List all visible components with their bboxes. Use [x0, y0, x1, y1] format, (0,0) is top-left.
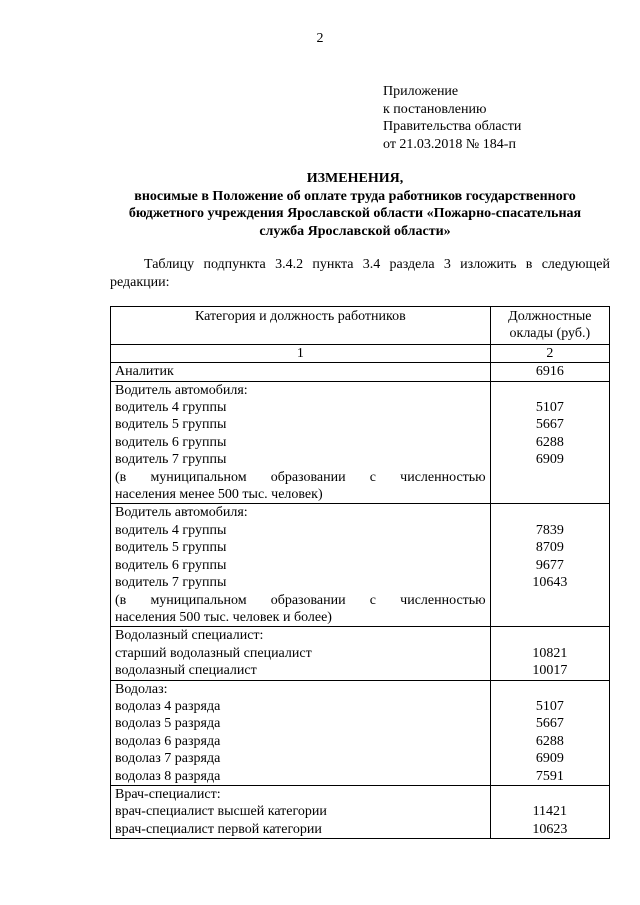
- heading-line: служба Ярославской области»: [259, 223, 451, 239]
- category-line: водитель 7 группы: [115, 452, 227, 468]
- salary-value: 6909: [535, 751, 564, 767]
- salary-value: 7839: [535, 522, 564, 538]
- category-cell: [111, 785, 491, 838]
- category-line: врач-специалист высшей категории: [115, 804, 327, 820]
- column-number: 1: [111, 344, 491, 362]
- column-number-row: [111, 344, 610, 362]
- salary-value: 5667: [535, 417, 564, 433]
- category-line: водитель 5 группы: [115, 417, 227, 433]
- salary-value: [495, 609, 605, 626]
- salary-value: 6288: [535, 434, 564, 450]
- salary-value: 5107: [535, 698, 564, 714]
- category-line: Водитель автомобиля:: [115, 505, 248, 521]
- category-line: Водитель автомобиля:: [115, 382, 248, 398]
- category-line: водолазный специалист: [115, 663, 257, 679]
- salary-value: 8709: [535, 540, 564, 556]
- salary-value: 10017: [532, 663, 568, 679]
- table-header-row: [111, 307, 610, 345]
- salary-value: 11421: [532, 804, 568, 820]
- category-cell: [111, 363, 491, 381]
- document-heading: [100, 170, 610, 240]
- table-row: [111, 785, 610, 838]
- salary-value: 6916: [535, 364, 564, 380]
- appendix-line: Приложение: [383, 84, 459, 99]
- category-line: водолаз 8 разряда: [115, 768, 221, 784]
- category-cell: [111, 680, 491, 785]
- category-cell: [111, 627, 491, 680]
- header-category: [111, 307, 491, 345]
- category-line: Врач-специалист:: [115, 786, 221, 802]
- salary-cell: [490, 627, 609, 680]
- header-salary: [490, 307, 609, 345]
- category-line: населения менее 500 тыс. человек): [115, 487, 323, 503]
- salary-value: 5107: [535, 400, 564, 416]
- salary-cell: [490, 680, 609, 785]
- appendix-line: Правительства области: [383, 119, 522, 134]
- appendix-line: к постановлению: [383, 101, 487, 117]
- salary-value: 6288: [535, 733, 564, 749]
- salary-cell: [490, 363, 609, 381]
- category-line: водитель 6 группы: [115, 557, 227, 573]
- salary-table: [110, 306, 610, 839]
- salary-value: 6909: [535, 452, 564, 468]
- category-line: водолаз 7 разряда: [115, 751, 221, 767]
- table-row: [111, 504, 610, 627]
- column-number: 2: [490, 344, 609, 362]
- category-line: водитель 4 группы: [115, 400, 227, 416]
- table-body: [111, 363, 610, 839]
- table-row: [111, 627, 610, 680]
- category-line: старший водолазный специалист: [115, 645, 312, 661]
- intro-paragraph: Таблицу подпункта 3.4.2 пункта 3.4 раздела 3 изложить в следующей редакции:: [110, 257, 610, 290]
- salary-cell: [490, 504, 609, 627]
- category-line: (в муниципальном образовании с численностью: [115, 592, 486, 608]
- heading-line: бюджетного учреждения Ярославской области «Пожарно-спасательная: [128, 206, 582, 221]
- salary-value: [495, 486, 605, 503]
- salary-value: 10821: [532, 645, 568, 661]
- heading-title: ИЗМЕНЕНИЯ,: [306, 171, 404, 186]
- salary-value: [495, 681, 605, 698]
- header-category-label: Категория и должность работников: [194, 309, 406, 324]
- salary-value: [495, 627, 605, 644]
- category-line: водолаз 6 разряда: [115, 733, 221, 749]
- category-line: населения 500 тыс. человек и более): [115, 609, 332, 625]
- category-line: водолаз 4 разряда: [115, 698, 221, 714]
- category-line: (в муниципальном образовании с численностью: [115, 469, 486, 485]
- header-salary-line: оклады (руб.): [509, 326, 591, 342]
- salary-value: 10643: [532, 575, 568, 591]
- category-line: Водолазный специалист:: [115, 628, 264, 644]
- table-row: [111, 680, 610, 785]
- salary-value: [495, 591, 605, 608]
- header-salary-line: Должностные: [508, 309, 592, 324]
- category-cell: [111, 381, 491, 504]
- category-line: водитель 6 группы: [115, 434, 227, 450]
- table-row: [111, 363, 610, 381]
- category-line: врач-специалист первой категории: [115, 821, 322, 837]
- category-cell: [111, 504, 491, 627]
- heading-line: вносимые в Положение об оплате труда работников государственного: [134, 188, 576, 204]
- category-line: водолаз 5 разряда: [115, 716, 221, 732]
- category-line: водитель 4 группы: [115, 522, 227, 538]
- salary-value: [495, 469, 605, 486]
- salary-value: 9677: [535, 557, 564, 573]
- salary-value: 7591: [535, 768, 564, 784]
- appendix-block: [383, 83, 623, 153]
- salary-value: [495, 786, 605, 803]
- salary-value: 10623: [532, 821, 568, 837]
- table-row: [111, 381, 610, 504]
- salary-value: [495, 382, 605, 399]
- salary-value: 5667: [535, 716, 564, 732]
- salary-cell: [490, 381, 609, 504]
- page-number: 2: [316, 31, 324, 46]
- appendix-line: от 21.03.2018 № 184-п: [383, 136, 516, 152]
- category-line: Водолаз:: [115, 681, 168, 697]
- salary-value: [495, 504, 605, 521]
- salary-cell: [490, 785, 609, 838]
- category-line: водитель 5 группы: [115, 540, 227, 556]
- category-line: Аналитик: [115, 364, 174, 380]
- category-line: водитель 7 группы: [115, 575, 227, 591]
